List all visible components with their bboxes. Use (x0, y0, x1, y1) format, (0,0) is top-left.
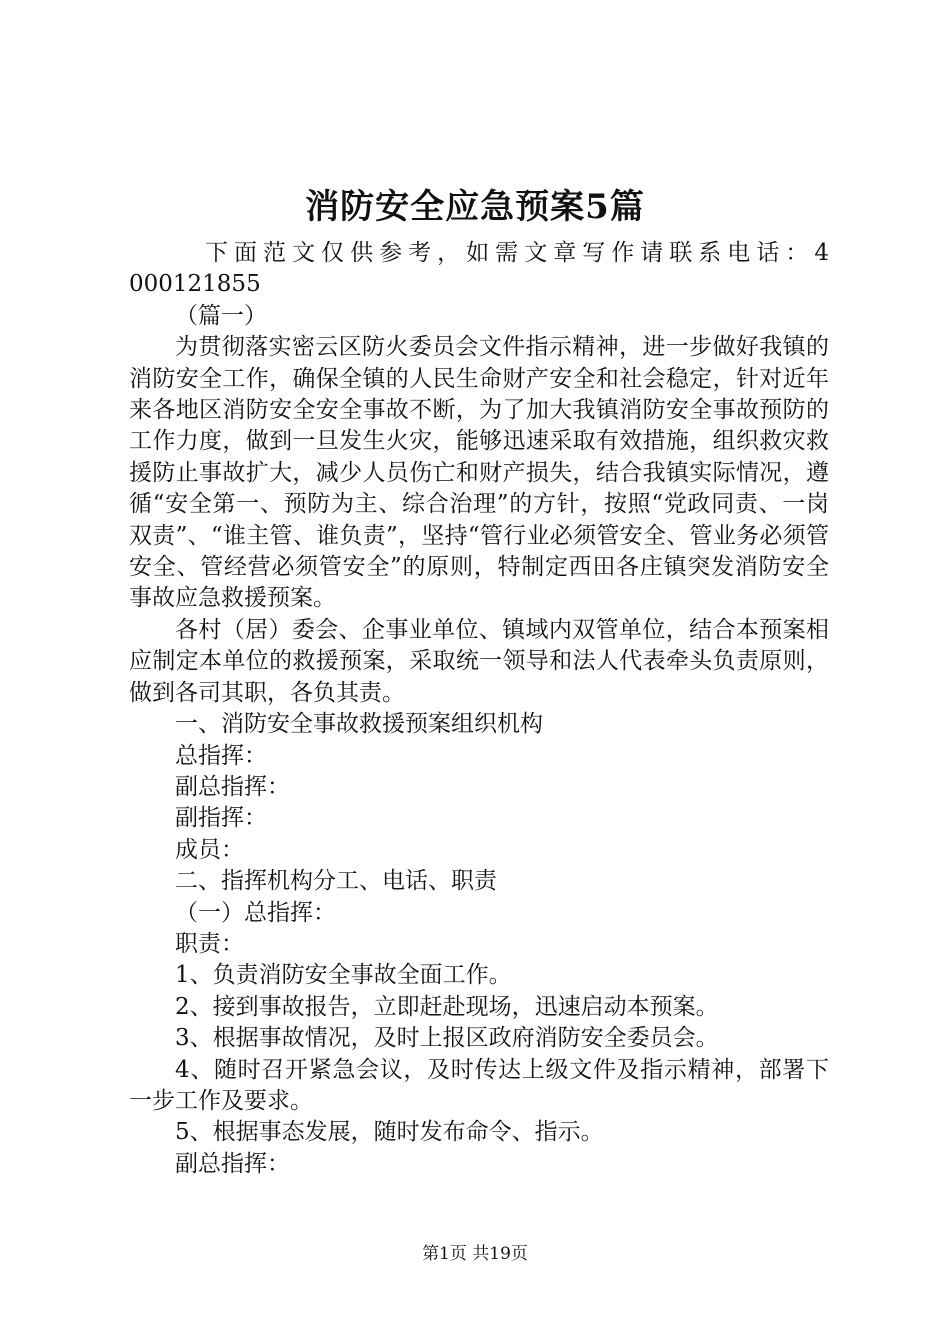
list-item: 副指挥： (175, 805, 267, 832)
list-item: 成员： (175, 836, 244, 863)
body-paragraph: 各村（居）委会、企事业单位、镇域内双管单位，结合本预案相应制定本单位的救援预案，采取统一领导和法人代表牵头负责原则，做到各司其职，各负其责。 (129, 616, 829, 706)
section-heading: 二、指挥机构分工、电话、职责 (175, 868, 497, 895)
list-item: 1、负责消防安全事故全面工作。 (175, 962, 512, 989)
section-heading: 一、消防安全事故救援预案组织机构 (175, 711, 543, 738)
subsection-heading: （一）总指挥： (175, 899, 336, 926)
notice-text: 下面范文仅供参考，如需文章写作请联系电话： (205, 240, 815, 266)
page-footer: 第1页 共19页 (422, 1244, 528, 1264)
body-paragraph: 为贯彻落实密云区防火委员会文件指示精神，进一步做好我镇的消防安全工作，确保全镇的人民生命财产安全和社会稳定，针对近年来各地区消防安全安全事故不断，为了加大我镇消防安全事故预防的工作力度，做到一旦发生火灾，能够迅速采取有效措施，组织救灾救援防止事故扩大，减少人员伤亡和财产损失，结合我镇实际情况，遵循“安全第一、预防为主、综合治理”的方针，按照“党政同责、一岗双责”、“谁主管、谁负责”，坚持“管行业必须管安全、管业务必须管安全、管经营必须管安全”的原则，特制定西田各庄镇突发消防安全事故应急救援预案。 (129, 334, 829, 612)
list-item: 副总指挥： (175, 773, 290, 800)
document-body (129, 238, 829, 1180)
document-title: 消防安全应急预案5篇 (305, 187, 645, 227)
list-item: 副总指挥： (175, 1150, 290, 1177)
section-heading-part-one: （篇一） (175, 302, 267, 329)
list-item: 4、随时召开紧急会议，及时传达上级文件及指示精神，部署下一步工作及要求。 (129, 1056, 829, 1114)
notice-phone: 4000121855 (129, 240, 829, 298)
list-item: 2、接到事故报告，立即赶赴现场，迅速启动本预案。 (175, 993, 719, 1020)
list-item: 3、根据事故情况，及时上报区政府消防安全委员会。 (175, 1025, 719, 1052)
list-item: 5、根据事态发展，随时发布命令、指示。 (175, 1119, 604, 1146)
list-item: 职责： (175, 930, 244, 957)
list-item: 总指挥： (175, 742, 267, 769)
notice-paragraph (129, 238, 829, 301)
